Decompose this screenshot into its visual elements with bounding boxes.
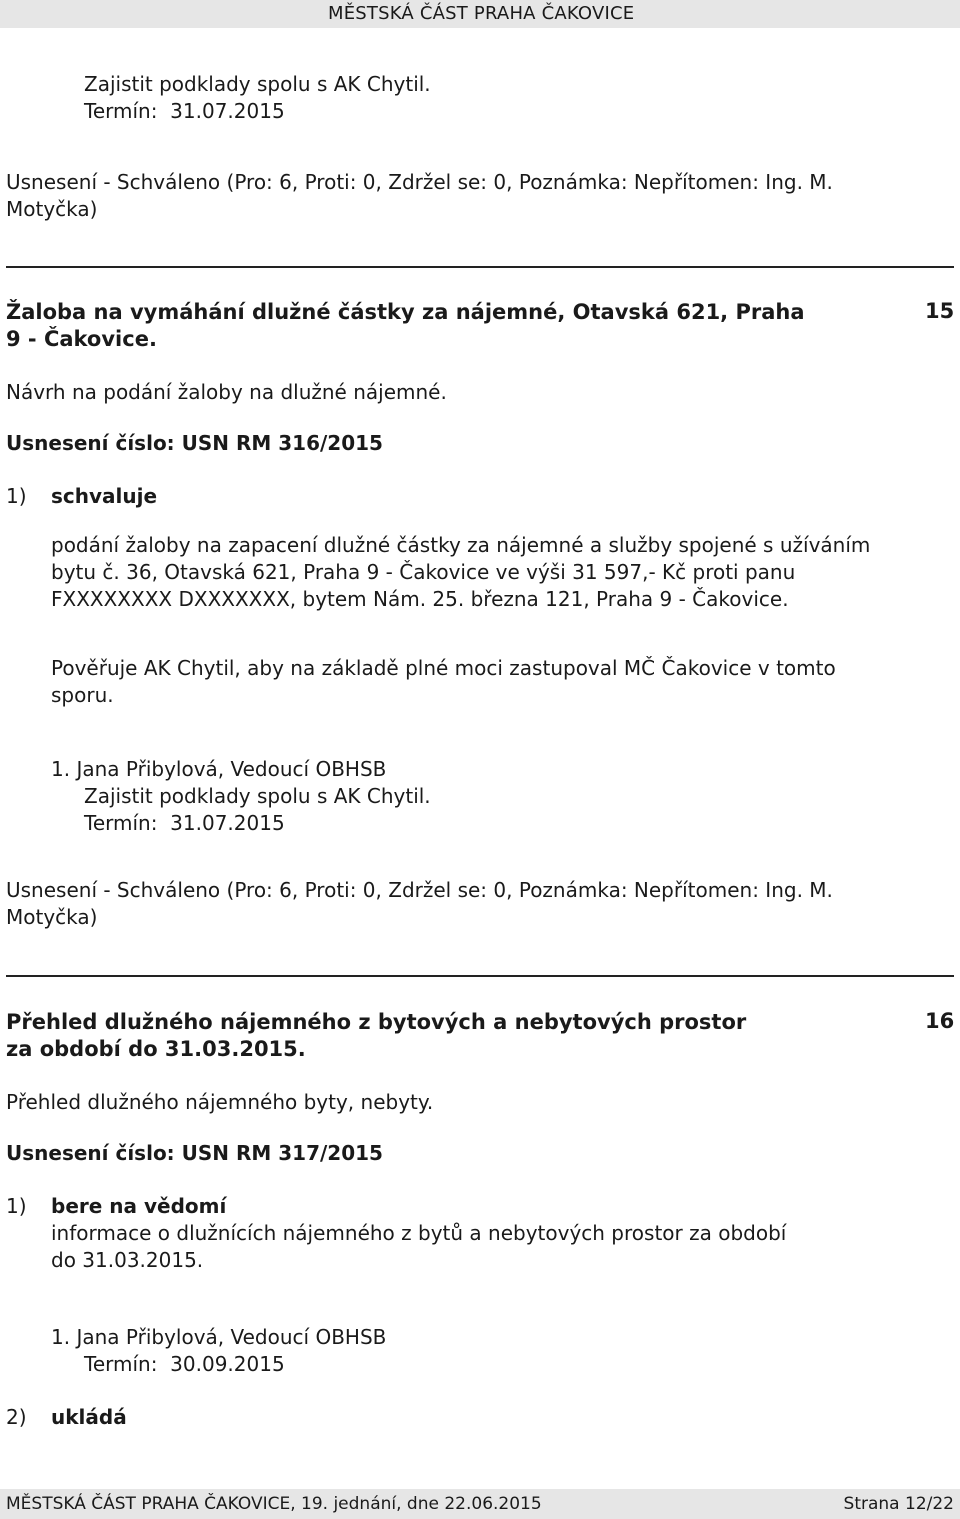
- page-footer: [0, 1489, 960, 1519]
- deadline-text: Termín: 30.09.2015: [84, 1352, 285, 1376]
- item-title-line1: Přehled dlužného nájemného z bytových a nebytových prostor: [6, 1010, 747, 1034]
- authorization-line2: sporu.: [51, 683, 114, 707]
- point-number: 2): [6, 1405, 27, 1429]
- point-text-line1: informace o dlužnících nájemného z bytů a nebytových prostor za období: [51, 1221, 787, 1245]
- item-number: 15: [925, 299, 955, 323]
- resolution-vote-line2: Motyčka): [6, 905, 98, 929]
- assignee-text: 1. Jana Přibylová, Vedoucí OBHSB: [51, 757, 387, 781]
- point-verb: bere na vědomí: [51, 1194, 227, 1218]
- resolution-vote-line1: Usnesení - Schváleno (Pro: 6, Proti: 0, Zdržel se: 0, Poznámka: Nepřítomen: Ing. M.: [6, 878, 833, 902]
- proposal-text: Návrh na podání žaloby na dlužné nájemné.: [6, 380, 447, 404]
- item-title-line2: 9 - Čakovice.: [6, 327, 157, 351]
- section-divider: [6, 266, 954, 268]
- resolution-number: Usnesení číslo: USN RM 317/2015: [6, 1141, 383, 1165]
- proposal-text: Přehled dlužného nájemného byty, nebyty.: [6, 1090, 434, 1114]
- item-title-line2: za období do 31.03.2015.: [6, 1037, 306, 1061]
- item-title-line1: Žaloba na vymáhání dlužné částky za nájemné, Otavská 621, Praha: [6, 300, 805, 324]
- item-number: 16: [925, 1009, 955, 1033]
- deadline-text: Termín: 31.07.2015: [84, 811, 285, 835]
- point-text-line1: podání žaloby na zapacení dlužné částky za nájemné a služby spojené s užíváním: [51, 533, 871, 557]
- point-text-line2: do 31.03.2015.: [51, 1248, 204, 1272]
- footer-page-number: Strana 12/22: [843, 1494, 954, 1514]
- footer-meeting-info: MĚSTSKÁ ČÁST PRAHA ČAKOVICE, 19. jednání, dne 22.06.2015: [6, 1494, 542, 1514]
- resolution-number: Usnesení číslo: USN RM 316/2015: [6, 431, 383, 455]
- section-divider: [6, 975, 954, 977]
- assignee-text: 1. Jana Přibylová, Vedoucí OBHSB: [51, 1325, 387, 1349]
- header-text: MĚSTSKÁ ČÁST PRAHA ČAKOVICE: [328, 3, 635, 24]
- point-verb: ukládá: [51, 1405, 127, 1429]
- resolution-vote-line2: Motyčka): [6, 197, 98, 221]
- task-text: Zajistit podklady spolu s AK Chytil.: [84, 72, 431, 96]
- task-text: Zajistit podklady spolu s AK Chytil.: [84, 784, 431, 808]
- authorization-line1: Pověřuje AK Chytil, aby na základě plné moci zastupoval MČ Čakovice v tomto: [51, 656, 836, 680]
- point-number: 1): [6, 484, 27, 508]
- deadline-text: Termín: 31.07.2015: [84, 99, 285, 123]
- point-text-line2: bytu č. 36, Otavská 621, Praha 9 - Čakovice ve výši 31 597,- Kč proti panu: [51, 560, 796, 584]
- point-verb: schvaluje: [51, 484, 158, 508]
- point-number: 1): [6, 1194, 27, 1218]
- resolution-vote-line1: Usnesení - Schváleno (Pro: 6, Proti: 0, Zdržel se: 0, Poznámka: Nepřítomen: Ing. M.: [6, 170, 833, 194]
- point-text-line3: FXXXXXXXX DXXXXXXX, bytem Nám. 25. března 121, Praha 9 - Čakovice.: [51, 587, 789, 611]
- page-header: [0, 0, 960, 28]
